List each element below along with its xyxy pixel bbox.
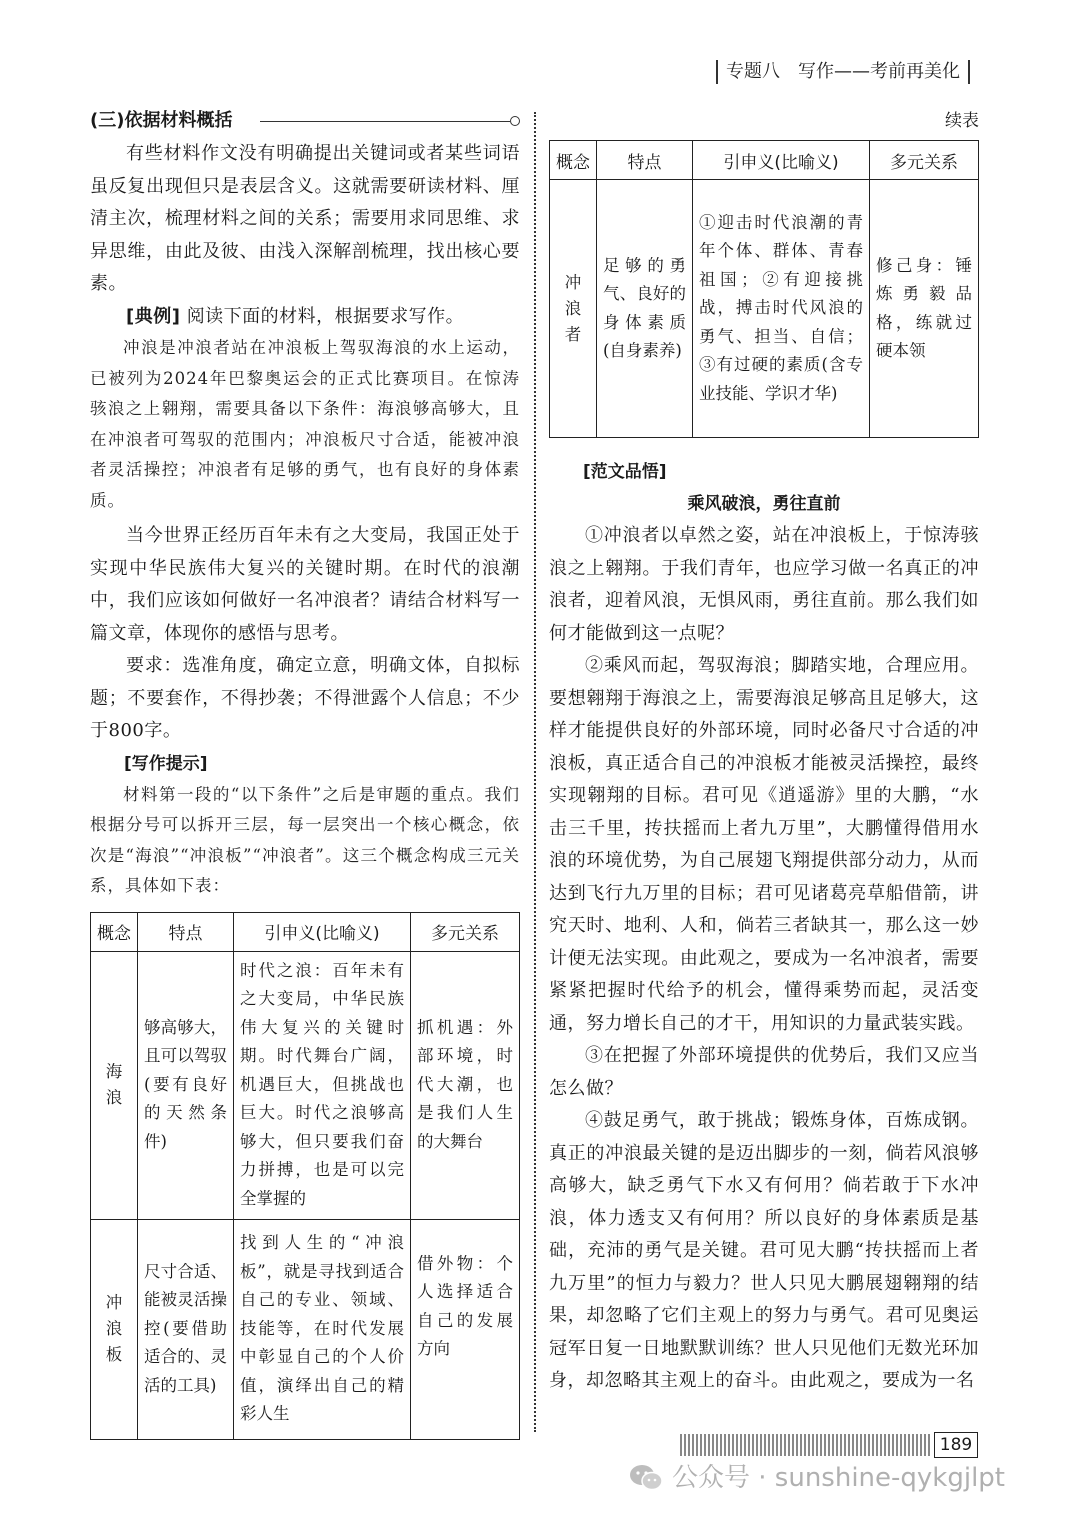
table-cell: 尺寸合适、能被灵活操控(要借助适合的、灵活的工具) [138, 1219, 234, 1439]
left-column [90, 108, 520, 1440]
essay-paragraph: ①冲浪者以卓然之姿，站在冲浪板上，于惊涛骇浪之上翱翔。于我们青年，也应学习做一名真正的冲浪者，迎着风浪，无惧风雨，勇往直前。那么我们如何才能做到这一点呢？ [549, 525, 979, 644]
table-cell: 时代之浪：百年未有之大变局，中华民族伟大复兴的关键时期。时代舞台广阔，机遇巨大，但挑战也巨大。时代之浪够高够大，但只要我们奋力拼搏，也是可以完全掌握的 [234, 951, 411, 1219]
requirement-paragraph: 要求：选准角度，确定立意，明确文体，自拟标题；不要套作，不得抄袭；不得泄露个人信息；不少于800字。 [90, 655, 520, 741]
intro-paragraph: 有些材料作文没有明确提出关键词或者某些词语虽反复出现但只是表层含义。这就需要研读材料、厘清主次，梳理材料之间的关系；需要用求同思维、求异思维，由此及彼、由浅入深解剖梳理，找出核心要素。 [90, 143, 520, 294]
example-lead: 阅读下面的材料，根据要求写作。 [186, 305, 465, 327]
table-header-cell: 引申义(比喻义) [693, 141, 870, 180]
right-column [549, 108, 979, 1398]
continued-label: 续表 [945, 111, 979, 131]
wechat-icon [628, 1463, 664, 1493]
page-number-bar [680, 1434, 930, 1456]
table-cell: ①迎击时代浪潮的青年个体、群体、青春祖国；②有迎接挑战，搏击时代风浪的勇气、担当、自信；③有过硬的素质(含专业技能、学识才华) [693, 180, 870, 438]
table-header-cell: 特点 [597, 141, 693, 180]
essay-paragraph: ②乘风而起，驾驭海浪；脚踏实地，合理应用。要想翱翔于海浪之上，需要海浪足够高且足够大，这样才能提供良好的外部环境，同时必备尺寸合适的冲浪板，真正适合自己的冲浪板才能被灵活操控，最终实现翱翔的目标。君可见《逍遥游》里的大鹏，“水击三千里，抟扶摇而上者九万里”，大鹏懂得借用水浪的环境优势，为自己展翅飞翔提供部分动力，从而达到飞行九万里的目标；君可见诸葛亮草船借箭，讲究天时、地利、人和，倘若三者缺其一，那么这一妙计便无法实现。由此观之，要成为一名冲浪者，需要紧紧把握时代给予的机会，懂得乘势而起，灵活变通，努力增长自己的才干，用知识的力量武装实践。 [549, 655, 979, 1034]
column-divider [534, 112, 536, 1432]
hint-tag: [写作提示] [124, 753, 208, 774]
table-header-cell: 特点 [138, 912, 234, 951]
example-paragraph [90, 301, 520, 334]
table-row [91, 951, 520, 1219]
table-cell: 借外物：个人选择适合自己的发展方向 [411, 1219, 520, 1439]
table-header-cell: 引申义(比喻义) [234, 912, 411, 951]
material-paragraph-1: 冲浪是冲浪者站在冲浪板上驾驭海浪的水上运动，已被列为2024年巴黎奥运会的正式比赛项目。在惊涛骇浪之上翱翔，需要具备以下条件：海浪够高够大，且在冲浪者可驾驭的范围内；冲浪板尺寸合适，能被冲浪者灵活操控；冲浪者有足够的勇气，也有良好的身体素质。 [90, 338, 520, 510]
hint-paragraph: 材料第一段的“以下条件”之后是审题的重点。我们根据分号可以拆开三层，每一层突出一个核心概念，依次是“海浪”“冲浪板”“冲浪者”。这三个概念构成三元关系，具体如下表： [90, 784, 520, 895]
section-title: (三)依据材料概括 [90, 110, 233, 131]
table-cell: 找到人生的“冲浪板”，就是寻找到适合自己的专业、领域、技能等，在时代发展中彰显自己的个人价值，演绎出自己的精彩人生 [234, 1219, 411, 1439]
table-cell: 修己身：锤炼勇毅品格，练就过硬本领 [870, 180, 979, 438]
table-cell: 海浪 [91, 951, 138, 1219]
example-tag: [典例] [126, 305, 181, 327]
table-cell: 抓机遇：外部环境，时代大潮，也是我们人生的大舞台 [411, 951, 520, 1219]
table-header-cell: 多元关系 [870, 141, 979, 180]
concept-table-continued [549, 140, 979, 438]
table-cell: 足够的勇气、良好的身体素质(自身素养) [597, 180, 693, 438]
essay-title: 乘风破浪，勇往直前 [687, 494, 841, 514]
essay-paragraph: ④鼓足勇气，敢于挑战；锻炼身体，百炼成钢。真正的冲浪最关键的是迈出脚步的一刻，倘若风浪够高够大，缺乏勇气下水又有何用？倘若敢于下水冲浪，体力透支又有何用？所以良好的身体素质是基础，充沛的勇气是关键。君可见大鹏“抟扶摇而上者九万里”的恒力与毅力？世人只见大鹏展翅翱翔的结果，却忽略了它们主观上的努力与勇气。君可见奥运冠军日复一日地默默训练？世人只见他们无数光环加身，却忽略其主观上的奋斗。由此观之，要成为一名 [549, 1110, 979, 1391]
heading-rule-end-icon [510, 116, 520, 126]
essay-paragraph: ③在把握了外部环境提供的优势后，我们又应当怎么做？ [549, 1045, 979, 1099]
page-number: 189 [934, 1432, 978, 1458]
table-header-row [91, 912, 520, 951]
table-row [550, 180, 979, 438]
table-header-cell: 多元关系 [411, 912, 520, 951]
watermark-text: 公众号 · sunshine-qykgjlpt [672, 1463, 1005, 1493]
running-header: 专题八 写作——考前再美化 [716, 60, 970, 84]
model-essay-tag: [范文品悟] [583, 462, 667, 482]
watermark [628, 1458, 1005, 1498]
table-header-cell: 概念 [91, 912, 138, 951]
table-cell: 冲浪者 [550, 180, 597, 438]
concept-table [90, 912, 520, 1440]
table-header-cell: 概念 [550, 141, 597, 180]
heading-rule [260, 121, 510, 122]
table-cell: 够高够大，且可以驾驭(要有良好的天然条件) [138, 951, 234, 1219]
material-paragraph-2: 当今世界正经历百年未有之大变局，我国正处于实现中华民族伟大复兴的关键时期。在时代的浪潮中，我们应该如何做好一名冲浪者？请结合材料写一篇文章，体现你的感悟与思考。 [90, 525, 520, 644]
table-header-row [550, 141, 979, 180]
section-heading [90, 108, 520, 134]
table-cell: 冲浪板 [91, 1219, 138, 1439]
table-row [91, 1219, 520, 1439]
